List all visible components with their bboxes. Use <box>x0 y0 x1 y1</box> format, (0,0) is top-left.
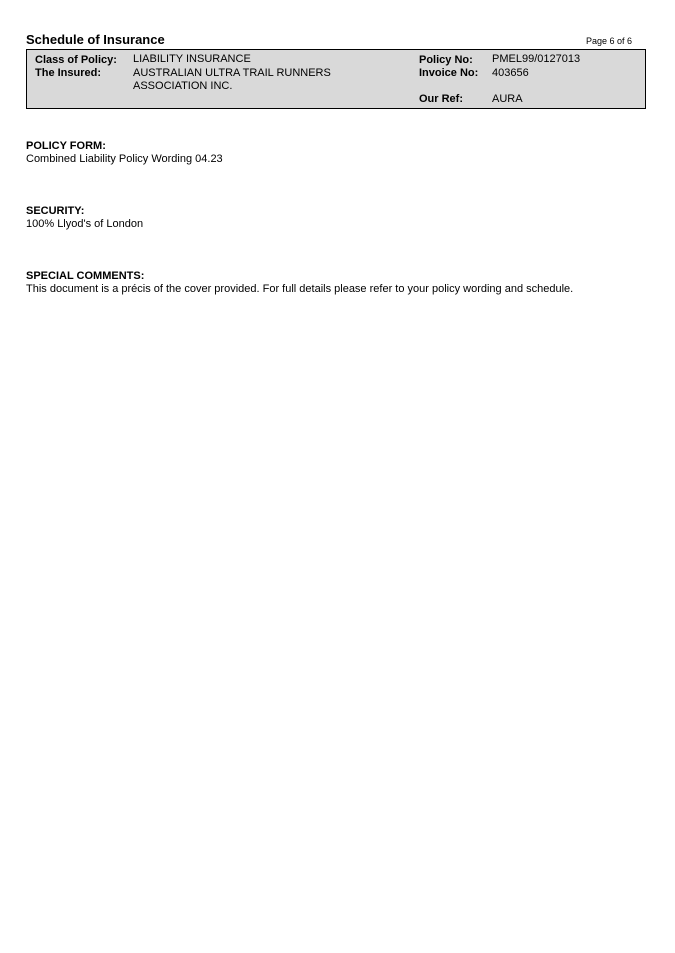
our-ref-value: AURA <box>492 93 523 105</box>
page-number: Page 6 of 6 <box>585 36 632 46</box>
insured-value-line1: AUSTRALIAN ULTRA TRAIL RUNNERS <box>133 67 331 79</box>
insured-label: The Insured: <box>35 67 102 79</box>
invoice-no-label: Invoice No: <box>419 67 479 79</box>
class-of-policy-value: LIABILITY INSURANCE <box>133 53 251 65</box>
class-of-policy-label: Class of Policy: <box>35 54 117 66</box>
security-heading: SECURITY: <box>26 205 85 217</box>
special-comments-heading: SPECIAL COMMENTS: <box>26 270 145 282</box>
security-text: 100% Llyod's of London <box>26 218 144 230</box>
invoice-no-value: 403656 <box>492 67 529 79</box>
our-ref-label: Our Ref: <box>419 93 463 105</box>
insured-value-line2: ASSOCIATION INC. <box>133 80 233 92</box>
policy-no-label: Policy No: <box>419 54 473 66</box>
document-title: Schedule of Insurance <box>26 32 165 47</box>
policy-details-box <box>26 49 646 109</box>
document-header <box>26 32 634 48</box>
policy-form-text: Combined Liability Policy Wording 04.23 <box>26 153 223 165</box>
policy-no-value: PMEL99/0127013 <box>492 53 581 65</box>
policy-form-heading: POLICY FORM: <box>26 140 106 152</box>
special-comments-text: This document is a précis of the cover provided. For full details please refer to your policy wording and schedule. <box>26 283 574 295</box>
